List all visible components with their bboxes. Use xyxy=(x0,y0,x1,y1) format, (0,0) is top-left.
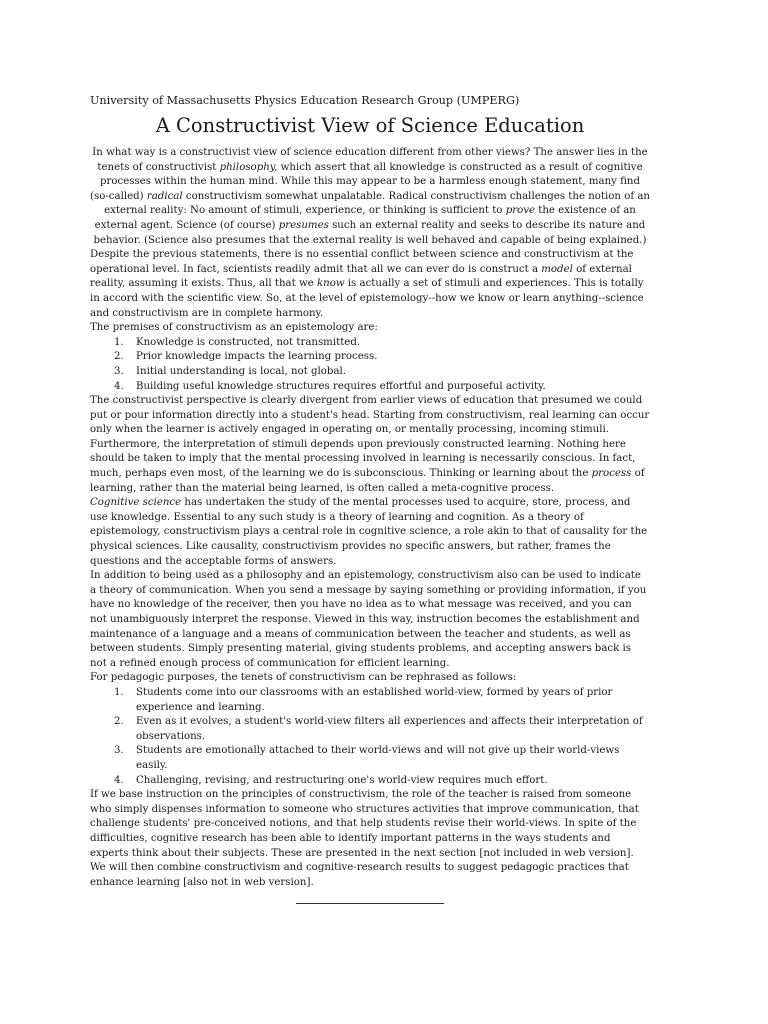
list-text: Building useful knowledge structures requires effortful and purposeful activity. xyxy=(136,380,546,392)
premises-intro: The premises of constructivism as an epistemology are: xyxy=(90,322,378,334)
list-number: 2. xyxy=(114,351,124,363)
intro-text-2: which assert that all knowledge is constructed as a result of cognitive processes within the human mind. While this may appear to be a harmless enough statement, many find (so-called) xyxy=(90,161,643,202)
intro-text-4: the existence of an external agent. Science (of course) xyxy=(94,205,636,231)
list-number: 3. xyxy=(114,365,124,377)
para3-text-1: The constructivist perspective is clearly divergent from earlier views of education that presumed we could put or pour information directly into a student's head. Starting from constructivism, real learning can occur only when the learner is actively engaged in operating on, or mentally processing, incoming stimuli. Furthermore, the interpretation of stimuli depends upon previously constructed learning. Nothing here should be taken to imply that the mental processing involved in learning is necessarily conscious. In fact, much, perhaps even most, of the learning we do is subconscious. Thinking or learning about the xyxy=(90,395,650,480)
premises-list xyxy=(90,336,650,394)
list-text: Students come into our classrooms with an established world-view, formed by years of prior experience and learning. xyxy=(136,686,613,713)
list-item xyxy=(90,350,650,365)
paragraph-teacher-role: If we base instruction on the principles of constructivism, the role of the teacher is raised from someone who simply dispenses information to someone who structures activities that improve communication, that challenge students' pre-conceived notions, and that help students revise their world-views. In spite of the difficulties, cognitive research has been able to identify important patterns in the ways students and experts think about their subjects. These are presented in the next section [not included in web version]. We will then combine constructivism and cognitive-research results to suggest pedagogic practices that enhance learning [also not in web version]. xyxy=(90,789,639,888)
paragraph-constructivist-perspective xyxy=(90,394,650,496)
list-text: Students are emotionally attached to their world-views and will not give up their world-views easily. xyxy=(136,745,620,771)
list-item xyxy=(90,336,650,351)
para4-text-1: has undertaken the study of the mental processes used to acquire, store, process, and use knowledge. Essential to any such study is a theory of learning and cognition. As a theory of epistemology, constructivism plays a central role in cognitive science, a role akin to that of causality for the physical sciences. Like causality, constructivism provides no specific answers, but rather, frames the questions and the acceptable forms of answers. xyxy=(90,497,648,567)
intro-emphasis-presumes: presumes xyxy=(278,219,329,231)
tenets-intro: For pedagogic purposes, the tenets of constructivism can be rephrased as follows: xyxy=(90,672,517,684)
list-item xyxy=(90,365,650,380)
tenets-list xyxy=(90,686,650,788)
paragraph-communication: In addition to being used as a philosophy and an epistemology, constructivism also can be used to indicate a theory of communication. When you send a message by saying something or providing information, if you have no knowledge of the receiver, then you have no idea as to what message was received, and you can not unambiguously interpret the response. Viewed in this way, instruction becomes the establishment and maintenance of a language and a means of communication between the teacher and students, as well as between students. Simply presenting material, giving students problems, and accepting answers back is not a refined enough process of communication for efficient learning. xyxy=(90,570,647,669)
list-item xyxy=(90,774,650,789)
list-number: 1. xyxy=(114,336,124,348)
intro-text-5: such an external reality and seeks to describe its nature and behavior. (Science also presumes that the external reality is well behaved and capable of being explained.) xyxy=(93,219,647,246)
para2-text-2: of external reality, assuming it exists. Thus, all that we xyxy=(90,263,632,290)
intro-paragraph xyxy=(90,146,650,248)
list-number: 1. xyxy=(114,686,124,698)
list-item xyxy=(90,744,650,773)
list-item xyxy=(90,715,650,744)
para2-text-1: Despite the previous statements, there is no essential conflict between science and constructivism at the operational level. In fact, scientists readily admit that all we can ever do is construct a xyxy=(90,249,634,275)
paragraph-operational-level xyxy=(90,248,650,321)
list-number: 3. xyxy=(114,745,124,757)
para2-text-3: is actually a set of stimuli and experiences. This is totally in accord with the scientific view. So, at the level of epistemology--how we know or learn anything--science and constructivism are in complete harmony. xyxy=(90,278,644,319)
footer-divider xyxy=(296,903,444,904)
intro-text-3: constructivism somewhat unpalatable. Radical constructivism challenges the notion of an external reality: No amount of stimuli, experience, or thinking is sufficient to xyxy=(104,190,650,217)
list-number: 4. xyxy=(114,380,124,392)
para2-emphasis-model: model xyxy=(541,263,573,275)
intro-emphasis-prove: prove xyxy=(505,205,535,217)
list-text: Challenging, revising, and restructuring one's world-view requires much effort. xyxy=(136,774,548,786)
document-body xyxy=(90,93,650,904)
list-number: 2. xyxy=(114,716,124,728)
list-item xyxy=(90,380,650,395)
para3-text-2: of learning, rather than the material being learned, is often called a meta-cognitive process. xyxy=(90,468,645,494)
para4-emphasis-cognitive-science: Cognitive science xyxy=(90,497,182,509)
page-title: A Constructivist View of Science Education xyxy=(155,114,585,137)
list-item xyxy=(90,686,650,715)
list-text: Knowledge is constructed, not transmitted. xyxy=(136,336,361,348)
list-text: Even as it evolves, a student's world-view filters all experiences and affects their interpretation of observations. xyxy=(136,716,643,742)
list-text: Initial understanding is local, not global. xyxy=(136,365,347,377)
intro-emphasis-radical: radical xyxy=(146,190,183,202)
intro-emphasis-philosophy: philosophy, xyxy=(219,161,278,173)
intro-text-1: In what way is a constructivist view of science education different from other views? The answer lies in the tenets of constructivist xyxy=(92,147,648,173)
paragraph-cognitive-science xyxy=(90,496,650,569)
para2-emphasis-know: know xyxy=(316,278,345,290)
organization-line: University of Massachusetts Physics Education Research Group (UMPERG) xyxy=(90,94,520,107)
list-text: Prior knowledge impacts the learning process. xyxy=(136,351,378,363)
list-number: 4. xyxy=(114,774,124,786)
para3-emphasis-process: process xyxy=(591,468,632,480)
